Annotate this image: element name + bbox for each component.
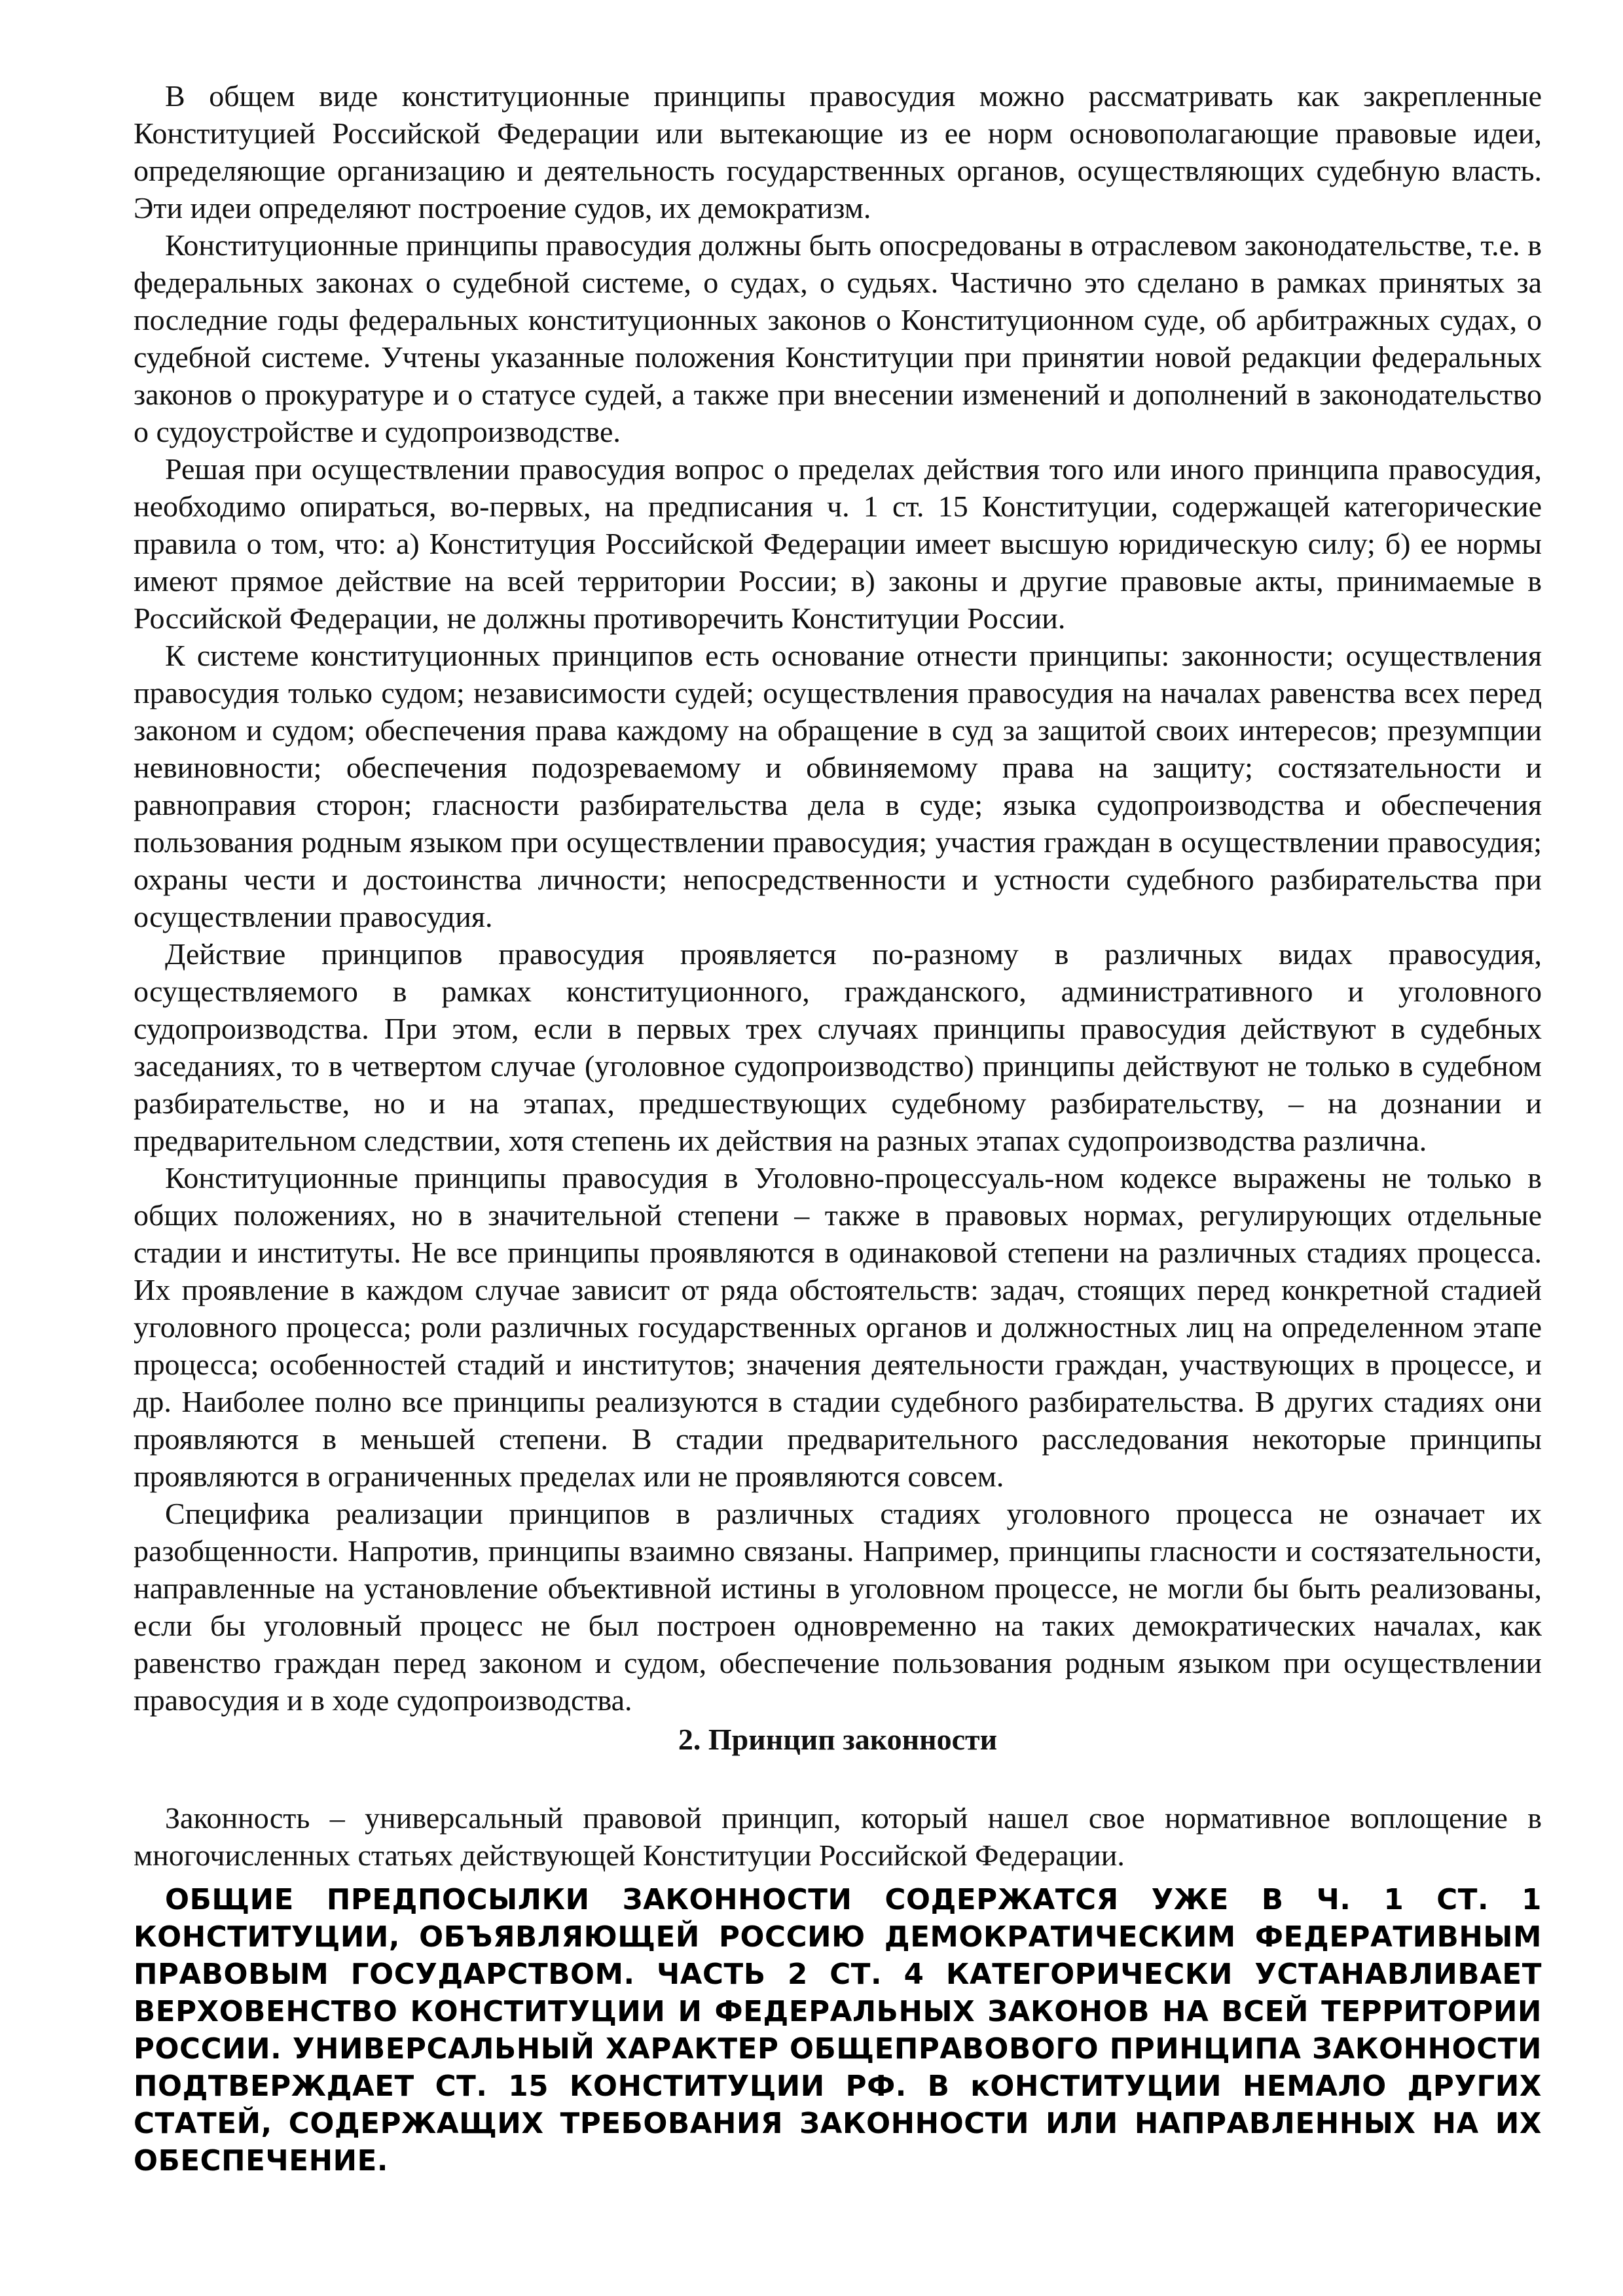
paragraph-5-text: Действие принципов правосудия проявляется по-разному в различных видах правосудия, осуществляемого в рамках конституционного, гражданского, административного и уголовного судопроизводства. При этом, если в первых трех случаях принципы правосудия действуют в судебных заседаниях, то в четвертом случае (уголовное судопроизводство) принципы действуют не только в судебном разбирательстве, но и на этапах, предшествующих судебному разбирательству, – на дознании и предварительном следствии, хотя степень их действия на разных этапах судопроизводства различна. (134, 937, 1542, 1157)
section-spacer (134, 1758, 1542, 1799)
paragraph-5 (134, 935, 1542, 1159)
paragraph-2 (134, 226, 1542, 450)
paragraph-2-text: Конституционные принципы правосудия должны быть опосредованы в отраслевом законодательстве, т.е. в федеральных законах о судебной системе, о судах, о судьях. Частично это сделано в рамках принятых за последние годы федеральных конституционных законов о Конституционном суде, об арбитражных судах, о судебной системе. Учтены указанные положения Конституции при принятии новой редакции федеральных законов о прокуратуре и о статусе судей, а также при внесении изменений и дополнений в законодательство о судоустройстве и судопроизводстве. (134, 228, 1542, 448)
paragraph-4 (134, 637, 1542, 935)
caps-paragraph-text: ОБЩИЕ ПРЕДПОСЫЛКИ ЗАКОННОСТИ СОДЕРЖАТСЯ УЖЕ В Ч. 1 СТ. 1 КОНСТИТУЦИИ, ОБЪЯВЛЯЮЩЕЙ РОССИЮ ДЕМОКРАТИЧЕСКИМ ФЕДЕРАТИВНЫМ ПРАВОВЫМ ГОСУДАРСТВОМ. ЧАСТЬ 2 СТ. 4 КАТЕГОРИЧЕСКИ УСТАНАВЛИВАЕТ ВЕРХОВЕНСТВО КОНСТИТУЦИИ И ФЕДЕРАЛЬНЫХ ЗАКОНОВ НА ВСЕЙ ТЕРРИТОРИИ РОССИИ. УНИВЕРСАЛЬНЫЙ ХАРАКТЕР ОБЩЕПРАВОВОГО ПРИНЦИПА ЗАКОННОСТИ ПОДТВЕРЖДАЕТ СТ. 15 КОНСТИТУЦИИ РФ. В кОНСТИТУЦИИ НЕМАЛО ДРУГИХ СТАТЕЙ, СОДЕРЖАЩИХ ТРЕБОВАНИЯ ЗАКОННОСТИ ИЛИ НАПРАВЛЕННЫХ НА ИХ ОБЕСПЕЧЕНИЕ. (134, 1884, 1542, 2178)
section-heading: 2. Принцип законности (678, 1723, 998, 1756)
section-paragraph-text: Законность – универсальный правовой принцип, который нашел свое нормативное воплощение в многочисленных статьях действующей Конституции Российской Федерации. (134, 1801, 1542, 1872)
paragraph-3-text: Решая при осуществлении правосудия вопрос о пределах действия того или иного принципа правосудия, необходимо опираться, во-первых, на предписания ч. 1 ст. 15 Конституции, содержащей категорические правила о том, что: а) Конституция Российской Федерации имеет высшую юридическую силу; б) ее нормы имеют прямое действие на всей территории России; в) законы и другие правовые акты, принимаемые в Российской Федерации, не должны противоречить Конституции России. (134, 452, 1542, 635)
section-paragraph (134, 1799, 1542, 1874)
paragraph-6-text: Конституционные принципы правосудия в Уголовно-процессуаль-ном кодексе выражены не только в общих положениях, но в значительной степени – также в правовых нормах, регулирующих отдельные стадии и институты. Не все принципы проявляются в одинаковой степени на различных стадиях процесса. Их проявление в каждом случае зависит от ряда обстоятельств: задач, стоящих перед конкретной стадией уголовного процесса; роли различных государственных органов и должностных лиц на определенном этапе процесса; особенностей стадий и институтов; значения деятельности граждан, участвующих в процессе, и др. Наиболее полно все принципы реализуются в стадии судебного разбирательства. В других стадиях они проявляются в меньшей степени. В стадии предварительного расследования некоторые принципы проявляются в ограниченных пределах или не проявляются совсем. (134, 1161, 1542, 1493)
paragraph-1 (134, 77, 1542, 226)
paragraph-7 (134, 1495, 1542, 1719)
body-text (134, 77, 1542, 1719)
caps-paragraph (134, 1882, 1542, 2180)
paragraph-3 (134, 450, 1542, 637)
paragraph-1-text: В общем виде конституционные принципы правосудия можно рассматривать как закрепленные Конституцией Российской Федерации или вытекающие из ее норм основополагающие правовые идеи, определяющие организацию и деятельность государственных органов, осуществляющих судебную власть. Эти идеи определяют построение судов, их демократизм. (134, 79, 1542, 224)
paragraph-6 (134, 1159, 1542, 1495)
document-page (134, 77, 1542, 2180)
paragraph-7-text: Специфика реализации принципов в различных стадиях уголовного процесса не означает их разобщенности. Напротив, принципы взаимно связаны. Например, принципы гласности и состязательности, направленные на установление объективной истины в уголовном процессе, не могли бы быть реализованы, если бы уголовный процесс не был построен одновременно на таких демократических началах, как равенство граждан перед законом и судом, обеспечение пользования родным языком при осуществлении правосудия и в ходе судопроизводства. (134, 1497, 1542, 1717)
paragraph-4-text: К системе конституционных принципов есть основание отнести принципы: законности; осуществления правосудия только судом; независимости судей; осуществления правосудия на началах равенства всех перед законом и судом; обеспечения права каждому на обращение в суд за защитой своих интересов; презумпции невиновности; обеспечения подозреваемому и обвиняемому права на защиту; состязательности и равноправия сторон; гласности разбирательства дела в суде; языка судопроизводства и обеспечения пользования родным языком при осуществлении правосудия; участия граждан в осуществлении правосудия; охраны чести и достоинства личности; непосредственности и устности судебного разбирательства при осуществлении правосудия. (134, 639, 1542, 933)
